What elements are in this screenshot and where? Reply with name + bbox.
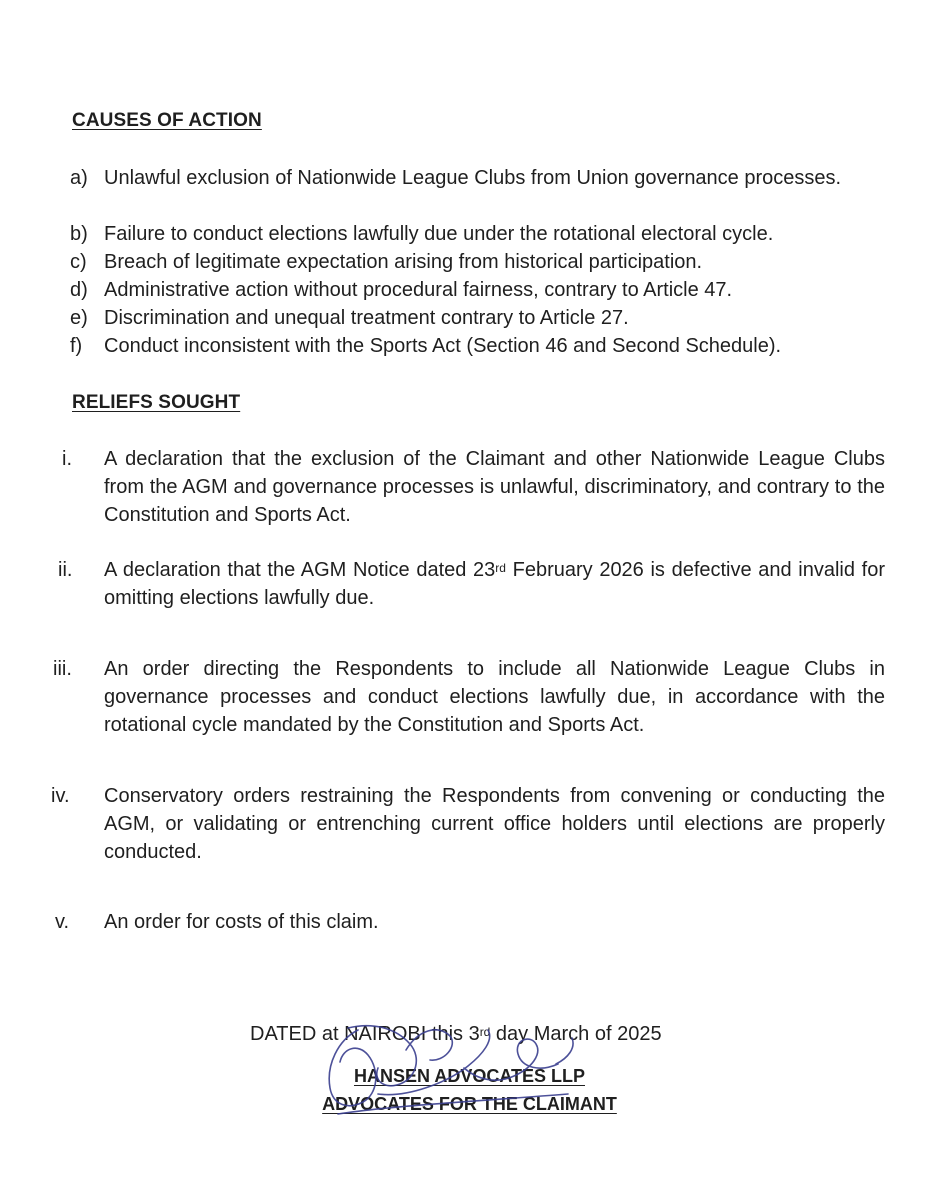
relief-number: iii.: [53, 658, 72, 680]
cause-label: e): [70, 307, 88, 329]
causes-of-action-heading: CAUSES OF ACTION: [72, 110, 262, 131]
cause-label: a): [70, 167, 88, 189]
cause-text: Failure to conduct elections lawfully due under the rotational electoral cycle.: [104, 223, 774, 245]
relief-item-ii: [58, 556, 885, 612]
relief-item-v: [55, 908, 885, 936]
relief-item-i: [62, 445, 885, 529]
cause-label: d): [70, 279, 88, 301]
cause-item-f: [70, 332, 885, 360]
relief-item-iv: [51, 782, 885, 866]
cause-label: c): [70, 251, 87, 273]
cause-label: f): [70, 335, 83, 357]
reliefs-sought-heading: RELIEFS SOUGHT: [72, 392, 241, 413]
cause-item-e: [70, 304, 885, 332]
cause-item-c: [70, 248, 885, 276]
relief-number: iv.: [51, 785, 70, 807]
dated-line: DATED at NAIROBI this 3rd day March of 2025: [250, 1023, 662, 1045]
firm-role: ADVOCATES FOR THE CLAIMANT: [322, 1094, 617, 1114]
relief-text: A declaration that the AGM Notice dated 23rd February 2026 is defective and invalid for omitting elections lawfully due.: [104, 559, 885, 609]
relief-item-iii: [53, 655, 885, 739]
cause-item-d: [70, 276, 885, 304]
cause-text: Administrative action without procedural fairness, contrary to Article 47.: [104, 279, 733, 301]
cause-text: Unlawful exclusion of Nationwide League Clubs from Union governance processes.: [104, 167, 842, 189]
relief-number: v.: [55, 911, 70, 933]
relief-text: Conservatory orders restraining the Respondents from convening or conducting the AGM, or validating or entrenching current office holders until elections are properly conducted.: [104, 785, 885, 863]
cause-text: Breach of legitimate expectation arising from historical participation.: [104, 251, 703, 273]
cause-label: b): [70, 223, 88, 245]
firm-name: HANSEN ADVOCATES LLP: [353, 1066, 585, 1086]
relief-text: A declaration that the exclusion of the Claimant and other Nationwide League Clubs from the AGM and governance processes is unlawful, discriminatory, and contrary to the Constitution and Sports Act.: [104, 448, 885, 526]
relief-number: ii.: [58, 559, 73, 581]
cause-item-a: [70, 164, 885, 192]
cause-item-b: [70, 220, 885, 248]
cause-text: Conduct inconsistent with the Sports Act (Section 46 and Second Schedule).: [104, 335, 782, 357]
relief-text: An order directing the Respondents to include all Nationwide League Clubs in governance processes and conduct elections lawfully due, in accordance with the rotational cycle mandated by the Constitution and Sports Act.: [104, 658, 885, 736]
relief-text: An order for costs of this claim.: [104, 911, 379, 933]
relief-number: i.: [62, 448, 72, 470]
cause-text: Discrimination and unequal treatment contrary to Article 27.: [104, 307, 629, 329]
